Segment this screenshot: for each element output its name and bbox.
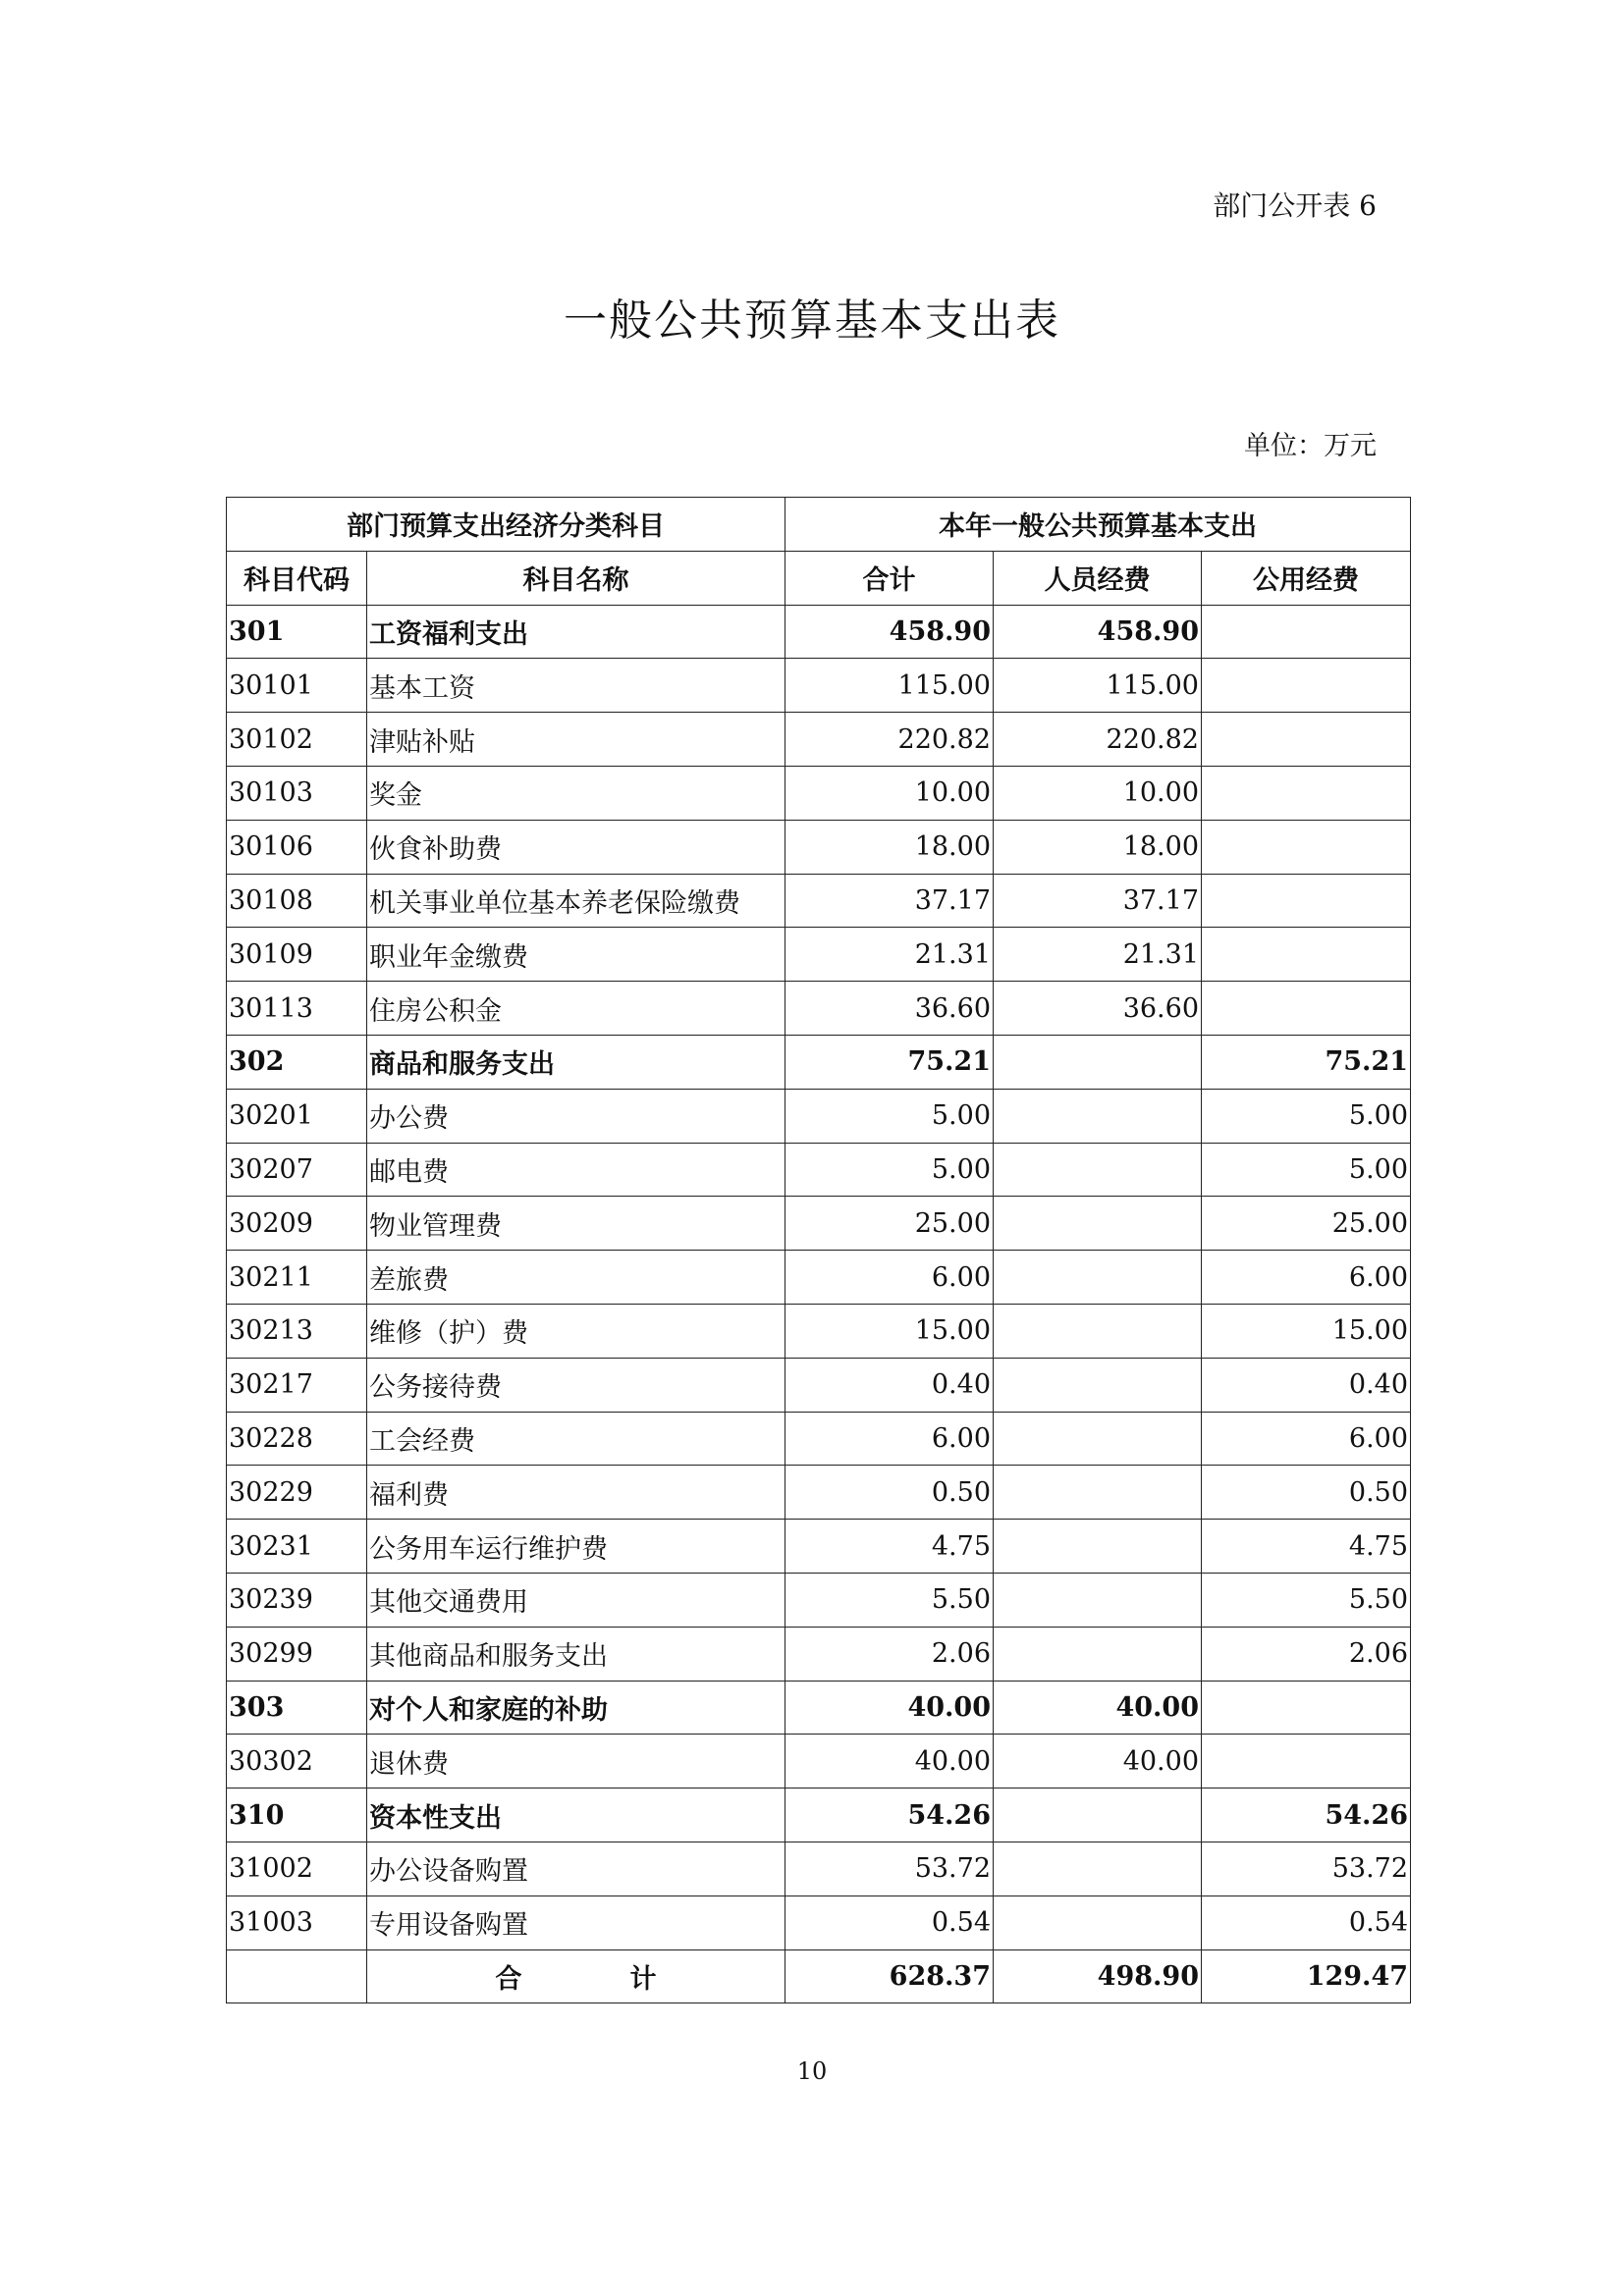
table-number-label: 部门公开表 6 [1213,189,1377,222]
table-row [227,1304,1411,1358]
table-row [227,874,1411,928]
row-personnel [994,1789,1202,1842]
column-header-row [227,551,1411,605]
row-personnel: 10.00 [994,766,1202,820]
total-row-total: 628.37 [785,1949,994,2003]
row-total: 0.54 [785,1896,994,1949]
row-personnel [994,1896,1202,1949]
row-name: 公务用车运行维护费 [367,1520,785,1574]
row-total: 0.50 [785,1466,994,1520]
row-personnel [994,1412,1202,1466]
row-personnel: 40.00 [994,1681,1202,1735]
row-name: 机关事业单位基本养老保险缴费 [367,874,785,928]
row-name: 工会经费 [367,1412,785,1466]
row-name: 邮电费 [367,1143,785,1197]
table-row [227,1520,1411,1574]
row-name: 公务接待费 [367,1358,785,1412]
row-total: 6.00 [785,1412,994,1466]
table-row [227,1735,1411,1789]
table-row [227,1789,1411,1842]
row-total: 10.00 [785,766,994,820]
row-public [1202,1681,1411,1735]
row-code: 30101 [227,659,367,713]
column-header-code: 科目代码 [227,551,367,605]
column-header-public: 公用经费 [1202,551,1411,605]
row-code: 302 [227,1035,367,1089]
table-row [227,820,1411,874]
table-row [227,1412,1411,1466]
row-public: 53.72 [1202,1842,1411,1896]
column-header-name: 科目名称 [367,551,785,605]
row-total: 115.00 [785,659,994,713]
table-row [227,1358,1411,1412]
table-row [227,1573,1411,1627]
row-name: 办公设备购置 [367,1842,785,1896]
row-name: 职业年金缴费 [367,928,785,982]
row-personnel [994,1089,1202,1143]
row-name: 福利费 [367,1466,785,1520]
page-number: 10 [796,2057,828,2085]
row-public [1202,1735,1411,1789]
row-total: 40.00 [785,1681,994,1735]
column-header-personnel: 人员经费 [994,551,1202,605]
total-row-personnel: 498.90 [994,1949,1202,2003]
table-row [227,1251,1411,1305]
row-public: 54.26 [1202,1789,1411,1842]
row-public: 25.00 [1202,1197,1411,1251]
row-name: 伙食补助费 [367,820,785,874]
total-row-label [367,1949,785,2003]
table-row [227,1143,1411,1197]
table-row [227,766,1411,820]
row-total: 5.50 [785,1573,994,1627]
row-personnel: 220.82 [994,713,1202,767]
row-personnel [994,1358,1202,1412]
row-public: 5.50 [1202,1573,1411,1627]
table-row [227,1842,1411,1896]
row-public: 0.54 [1202,1896,1411,1949]
row-code: 31003 [227,1896,367,1949]
row-total: 4.75 [785,1520,994,1574]
row-personnel: 458.90 [994,605,1202,659]
row-total: 5.00 [785,1143,994,1197]
row-code: 30228 [227,1412,367,1466]
row-code: 30207 [227,1143,367,1197]
row-total: 18.00 [785,820,994,874]
table-row [227,659,1411,713]
row-personnel: 18.00 [994,820,1202,874]
row-code: 30209 [227,1197,367,1251]
total-row-public: 129.47 [1202,1949,1411,2003]
page-title: 一般公共预算基本支出表 [564,295,1060,346]
table-row [227,1681,1411,1735]
row-code: 30239 [227,1573,367,1627]
row-personnel [994,1520,1202,1574]
row-code: 30108 [227,874,367,928]
row-total: 21.31 [785,928,994,982]
row-name: 住房公积金 [367,982,785,1036]
table-row [227,1627,1411,1681]
row-personnel: 21.31 [994,928,1202,982]
row-code: 310 [227,1789,367,1842]
row-total: 6.00 [785,1251,994,1305]
row-total: 40.00 [785,1735,994,1789]
group-header-row [227,498,1411,552]
row-public [1202,820,1411,874]
row-name: 奖金 [367,766,785,820]
row-public: 0.50 [1202,1466,1411,1520]
row-name: 其他交通费用 [367,1573,785,1627]
row-code: 30299 [227,1627,367,1681]
table-row [227,1896,1411,1949]
table-row [227,1089,1411,1143]
row-public: 2.06 [1202,1627,1411,1681]
row-personnel [994,1035,1202,1089]
row-code: 30302 [227,1735,367,1789]
row-code: 301 [227,605,367,659]
row-name: 专用设备购置 [367,1896,785,1949]
total-label-right: 计 [629,1963,657,1995]
budget-table [226,497,1411,2003]
row-public [1202,659,1411,713]
row-total: 220.82 [785,713,994,767]
row-personnel [994,1197,1202,1251]
row-public: 4.75 [1202,1520,1411,1574]
row-public [1202,982,1411,1036]
table-row [227,605,1411,659]
total-label-left: 合 [495,1963,522,1995]
row-personnel [994,1842,1202,1896]
row-total: 75.21 [785,1035,994,1089]
row-total: 37.17 [785,874,994,928]
table-row [227,1466,1411,1520]
column-header-total: 合计 [785,551,994,605]
row-public [1202,766,1411,820]
row-code: 30102 [227,713,367,767]
row-code: 30217 [227,1358,367,1412]
table-row [227,1035,1411,1089]
row-code: 30211 [227,1251,367,1305]
row-code: 30213 [227,1304,367,1358]
row-personnel [994,1143,1202,1197]
row-total: 54.26 [785,1789,994,1842]
row-public: 75.21 [1202,1035,1411,1089]
row-name: 差旅费 [367,1251,785,1305]
row-code: 30201 [227,1089,367,1143]
row-personnel [994,1251,1202,1305]
row-name: 商品和服务支出 [367,1035,785,1089]
row-name: 对个人和家庭的补助 [367,1681,785,1735]
row-personnel: 36.60 [994,982,1202,1036]
row-personnel [994,1573,1202,1627]
row-name: 办公费 [367,1089,785,1143]
row-code: 31002 [227,1842,367,1896]
row-public [1202,874,1411,928]
unit-label: 单位：万元 [1244,431,1377,461]
row-name: 津贴补贴 [367,713,785,767]
total-row-code [227,1949,367,2003]
row-name: 其他商品和服务支出 [367,1627,785,1681]
row-code: 30113 [227,982,367,1036]
row-name: 退休费 [367,1735,785,1789]
row-public [1202,713,1411,767]
row-public: 6.00 [1202,1412,1411,1466]
row-personnel [994,1466,1202,1520]
total-row [227,1949,1411,2003]
group-header-right: 本年一般公共预算基本支出 [785,498,1411,552]
row-total: 2.06 [785,1627,994,1681]
table-row [227,982,1411,1036]
row-public [1202,605,1411,659]
row-personnel [994,1627,1202,1681]
row-code: 30231 [227,1520,367,1574]
row-total: 0.40 [785,1358,994,1412]
row-code: 30109 [227,928,367,982]
row-public: 6.00 [1202,1251,1411,1305]
row-code: 30229 [227,1466,367,1520]
row-code: 30106 [227,820,367,874]
row-public: 5.00 [1202,1089,1411,1143]
row-personnel [994,1304,1202,1358]
row-code: 30103 [227,766,367,820]
row-personnel: 37.17 [994,874,1202,928]
row-total: 25.00 [785,1197,994,1251]
row-total: 5.00 [785,1089,994,1143]
row-total: 53.72 [785,1842,994,1896]
group-header-left: 部门预算支出经济分类科目 [227,498,785,552]
row-public: 0.40 [1202,1358,1411,1412]
row-public [1202,928,1411,982]
row-name: 基本工资 [367,659,785,713]
row-personnel: 115.00 [994,659,1202,713]
row-name: 物业管理费 [367,1197,785,1251]
table-row [227,713,1411,767]
row-name: 工资福利支出 [367,605,785,659]
row-total: 15.00 [785,1304,994,1358]
row-name: 资本性支出 [367,1789,785,1842]
row-personnel: 40.00 [994,1735,1202,1789]
table-row [227,1197,1411,1251]
row-total: 36.60 [785,982,994,1036]
row-code: 303 [227,1681,367,1735]
row-name: 维修（护）费 [367,1304,785,1358]
row-public: 5.00 [1202,1143,1411,1197]
row-total: 458.90 [785,605,994,659]
table-row [227,928,1411,982]
row-public: 15.00 [1202,1304,1411,1358]
